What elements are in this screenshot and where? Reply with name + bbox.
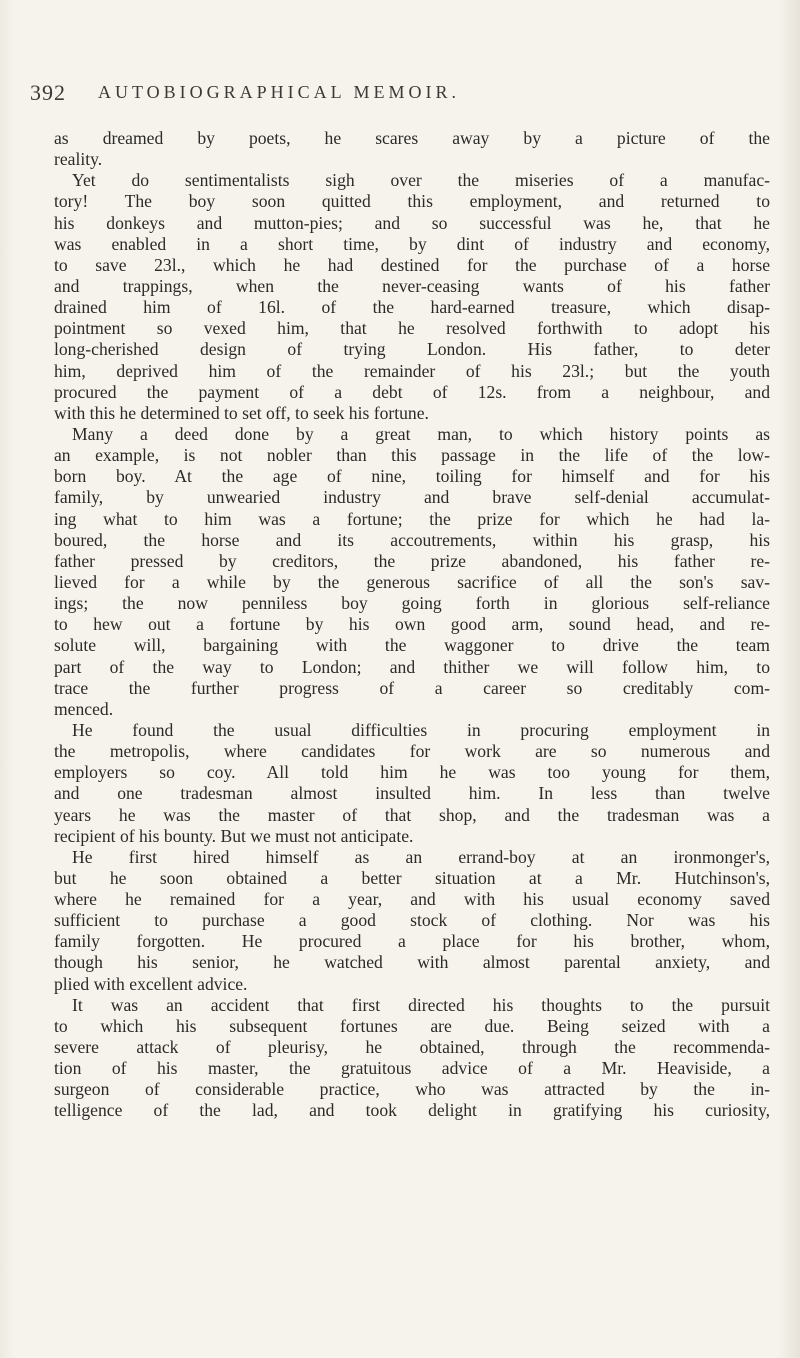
text-line: with this he determined to set off, to seek his fortune. xyxy=(54,402,429,423)
text-line: part of the way to London; and thither we will follow him, to xyxy=(54,656,770,677)
text-line: to which his subsequent fortunes are due. Being seized with a xyxy=(54,1015,770,1036)
text-line: though his senior, he watched with almost parental anxiety, and xyxy=(54,952,770,973)
text-line: procured the payment of a debt of 12s. from a neighbour, and xyxy=(54,381,770,402)
text-line: Many a deed done by a great man, to which history points as xyxy=(72,423,770,444)
text-line: plied with excellent advice. xyxy=(54,973,248,994)
text-line: and one tradesman almost insulted him. In less than twelve xyxy=(54,783,770,804)
text-line: to save 23l., which he had destined for the purchase of a horse xyxy=(54,254,770,275)
text-line: employers so coy. All told him he was too young for them, xyxy=(54,762,770,783)
text-line: born boy. At the age of nine, toiling for himself and for his xyxy=(54,466,770,487)
page-edge-shadow-right xyxy=(778,0,800,1358)
text-line: recipient of his bounty. But we must not anticipate. xyxy=(54,825,414,846)
text-line: ing what to him was a fortune; the prize for which he had la- xyxy=(54,508,770,529)
text-line: drained him of 16l. of the hard-earned treasure, which disap- xyxy=(54,297,770,318)
page-number: 392 xyxy=(30,80,66,105)
text-line: the metropolis, where candidates for work are so numerous and xyxy=(54,741,770,762)
text-line: reality. xyxy=(54,149,103,170)
text-line: pointment so vexed him, that he resolved forthwith to adopt his xyxy=(54,318,770,339)
text-line: family, by unwearied industry and brave self-denial accumulat- xyxy=(54,487,770,508)
text-line: It was an accident that first directed his thoughts to the pursuit xyxy=(72,994,770,1015)
text-line: tion of his master, the gratuitous advice of a Mr. Heaviside, a xyxy=(54,1058,770,1079)
body-text xyxy=(54,128,770,1122)
text-line: to hew out a fortune by his own good arm, sound head, and re- xyxy=(54,614,770,635)
text-line: severe attack of pleurisy, he obtained, through the recommenda- xyxy=(54,1037,770,1058)
text-line: family forgotten. He procured a place for his brother, whom, xyxy=(54,931,770,952)
text-line: and trappings, when the never-ceasing wants of his father xyxy=(54,275,770,296)
text-line: lieved for a while by the generous sacrifice of all the son's sav- xyxy=(54,571,770,592)
text-line: an example, is not nobler than this passage in the life of the low- xyxy=(54,445,770,466)
text-line: but he soon obtained a better situation at a Mr. Hutchinson's, xyxy=(54,867,770,888)
text-line: him, deprived him of the remainder of his 23l.; but the youth xyxy=(54,360,770,381)
running-title: AUTOBIOGRAPHICAL MEMOIR. xyxy=(98,82,461,102)
text-line: was enabled in a short time, by dint of industry and economy, xyxy=(54,233,770,254)
text-line: long-cherished design of trying London. His father, to deter xyxy=(54,339,770,360)
text-line: tory! The boy soon quitted this employment, and returned to xyxy=(54,191,770,212)
text-line: father pressed by creditors, the prize abandoned, his father re- xyxy=(54,550,770,571)
text-line: telligence of the lad, and took delight in gratifying his curiosity, xyxy=(54,1100,770,1121)
page-header xyxy=(30,80,770,114)
text-line: boured, the horse and its accoutrements, within his grasp, his xyxy=(54,529,770,550)
text-line: his donkeys and mutton-pies; and so successful was he, that he xyxy=(54,212,770,233)
text-line: sufficient to purchase a good stock of clothing. Nor was his xyxy=(54,910,770,931)
text-line: as dreamed by poets, he scares away by a picture of the xyxy=(54,128,770,148)
text-line: solute will, bargaining with the waggoner to drive the team xyxy=(54,635,770,656)
text-line: ings; the now penniless boy going forth in glorious self-reliance xyxy=(54,593,770,614)
page-edge-shadow-left xyxy=(0,0,14,1358)
text-line: He first hired himself as an errand-boy at an ironmonger's, xyxy=(72,846,770,867)
text-line: He found the usual difficulties in procuring employment in xyxy=(72,719,770,740)
text-line: trace the further progress of a career so creditably com- xyxy=(54,677,770,698)
text-line: years he was the master of that shop, and the tradesman was a xyxy=(54,804,770,825)
text-line: Yet do sentimentalists sigh over the miseries of a manufac- xyxy=(72,170,770,191)
text-line: where he remained for a year, and with his usual economy saved xyxy=(54,889,770,910)
text-line: surgeon of considerable practice, who was attracted by the in- xyxy=(54,1079,770,1100)
text-line: menced. xyxy=(54,698,114,719)
